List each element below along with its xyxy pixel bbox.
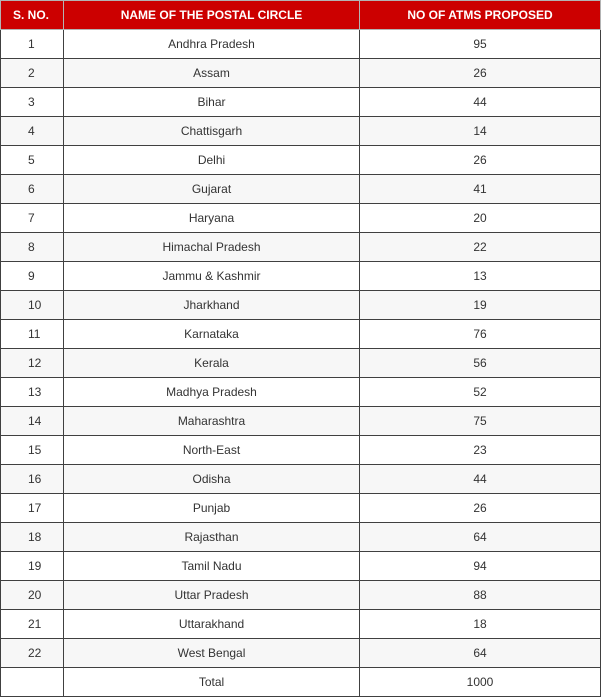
- table-row: [1, 581, 601, 610]
- atms-cell: 26: [360, 494, 601, 523]
- table-row: [1, 407, 601, 436]
- sno-cell: 14: [1, 407, 64, 436]
- circle-cell: Gujarat: [64, 175, 360, 204]
- sno-cell: [1, 668, 64, 697]
- header-circle: NAME OF THE POSTAL CIRCLE: [64, 1, 360, 30]
- sno-cell: 21: [1, 610, 64, 639]
- header-sno: S. NO.: [1, 1, 64, 30]
- circle-cell: Odisha: [64, 465, 360, 494]
- sno-cell: 2: [1, 59, 64, 88]
- atms-cell: 26: [360, 146, 601, 175]
- circle-cell: Andhra Pradesh: [64, 30, 360, 59]
- header-atms: NO OF ATMS PROPOSED: [360, 1, 601, 30]
- table-row: [1, 349, 601, 378]
- atms-cell: 75: [360, 407, 601, 436]
- table-row: [1, 610, 601, 639]
- atms-cell: 95: [360, 30, 601, 59]
- atms-cell: 94: [360, 552, 601, 581]
- atms-cell: 88: [360, 581, 601, 610]
- circle-cell: Madhya Pradesh: [64, 378, 360, 407]
- atms-cell: 23: [360, 436, 601, 465]
- header-row: [1, 1, 601, 30]
- table-row: [1, 552, 601, 581]
- atms-cell: 41: [360, 175, 601, 204]
- sno-cell: 10: [1, 291, 64, 320]
- sno-cell: 18: [1, 523, 64, 552]
- atms-cell: 64: [360, 639, 601, 668]
- circle-cell: North-East: [64, 436, 360, 465]
- atms-cell: 14: [360, 117, 601, 146]
- circle-cell: Assam: [64, 59, 360, 88]
- sno-cell: 13: [1, 378, 64, 407]
- table-row: [1, 262, 601, 291]
- atms-cell: 44: [360, 88, 601, 117]
- atms-cell: 44: [360, 465, 601, 494]
- atms-cell: 76: [360, 320, 601, 349]
- circle-cell: West Bengal: [64, 639, 360, 668]
- sno-cell: 8: [1, 233, 64, 262]
- circle-cell: Tamil Nadu: [64, 552, 360, 581]
- sno-cell: 12: [1, 349, 64, 378]
- sno-cell: 17: [1, 494, 64, 523]
- sno-cell: 19: [1, 552, 64, 581]
- table-row: [1, 523, 601, 552]
- sno-cell: 20: [1, 581, 64, 610]
- circle-cell: Delhi: [64, 146, 360, 175]
- atms-cell: 1000: [360, 668, 601, 697]
- table-row: [1, 320, 601, 349]
- table-row: [1, 30, 601, 59]
- table-row: [1, 291, 601, 320]
- atms-cell: 26: [360, 59, 601, 88]
- circle-cell: Haryana: [64, 204, 360, 233]
- table-row: [1, 233, 601, 262]
- sno-cell: 22: [1, 639, 64, 668]
- atms-cell: 64: [360, 523, 601, 552]
- atms-cell: 52: [360, 378, 601, 407]
- atms-cell: 18: [360, 610, 601, 639]
- table-row: [1, 639, 601, 668]
- sno-cell: 9: [1, 262, 64, 291]
- circle-cell: Uttarakhand: [64, 610, 360, 639]
- table-row: [1, 59, 601, 88]
- sno-cell: 11: [1, 320, 64, 349]
- sno-cell: 3: [1, 88, 64, 117]
- circle-cell: Punjab: [64, 494, 360, 523]
- table-row: [1, 436, 601, 465]
- circle-cell: Bihar: [64, 88, 360, 117]
- circle-cell: Uttar Pradesh: [64, 581, 360, 610]
- circle-cell: Maharashtra: [64, 407, 360, 436]
- sno-cell: 15: [1, 436, 64, 465]
- circle-cell: Jharkhand: [64, 291, 360, 320]
- table-row: [1, 494, 601, 523]
- table-row: [1, 88, 601, 117]
- table-row: [1, 175, 601, 204]
- sno-cell: 1: [1, 30, 64, 59]
- atms-cell: 13: [360, 262, 601, 291]
- table-row: [1, 204, 601, 233]
- atms-cell: 56: [360, 349, 601, 378]
- sno-cell: 5: [1, 146, 64, 175]
- circle-cell: Total: [64, 668, 360, 697]
- table-row: [1, 117, 601, 146]
- sno-cell: 16: [1, 465, 64, 494]
- table-body: [1, 30, 601, 697]
- sno-cell: 6: [1, 175, 64, 204]
- atms-cell: 22: [360, 233, 601, 262]
- sno-cell: 7: [1, 204, 64, 233]
- sno-cell: 4: [1, 117, 64, 146]
- table-row: [1, 146, 601, 175]
- atms-cell: 20: [360, 204, 601, 233]
- circle-cell: Chattisgarh: [64, 117, 360, 146]
- circle-cell: Jammu & Kashmir: [64, 262, 360, 291]
- circle-cell: Himachal Pradesh: [64, 233, 360, 262]
- circle-cell: Karnataka: [64, 320, 360, 349]
- circle-cell: Rajasthan: [64, 523, 360, 552]
- circle-cell: Kerala: [64, 349, 360, 378]
- total-row: [1, 668, 601, 697]
- table-row: [1, 378, 601, 407]
- atms-cell: 19: [360, 291, 601, 320]
- table-row: [1, 465, 601, 494]
